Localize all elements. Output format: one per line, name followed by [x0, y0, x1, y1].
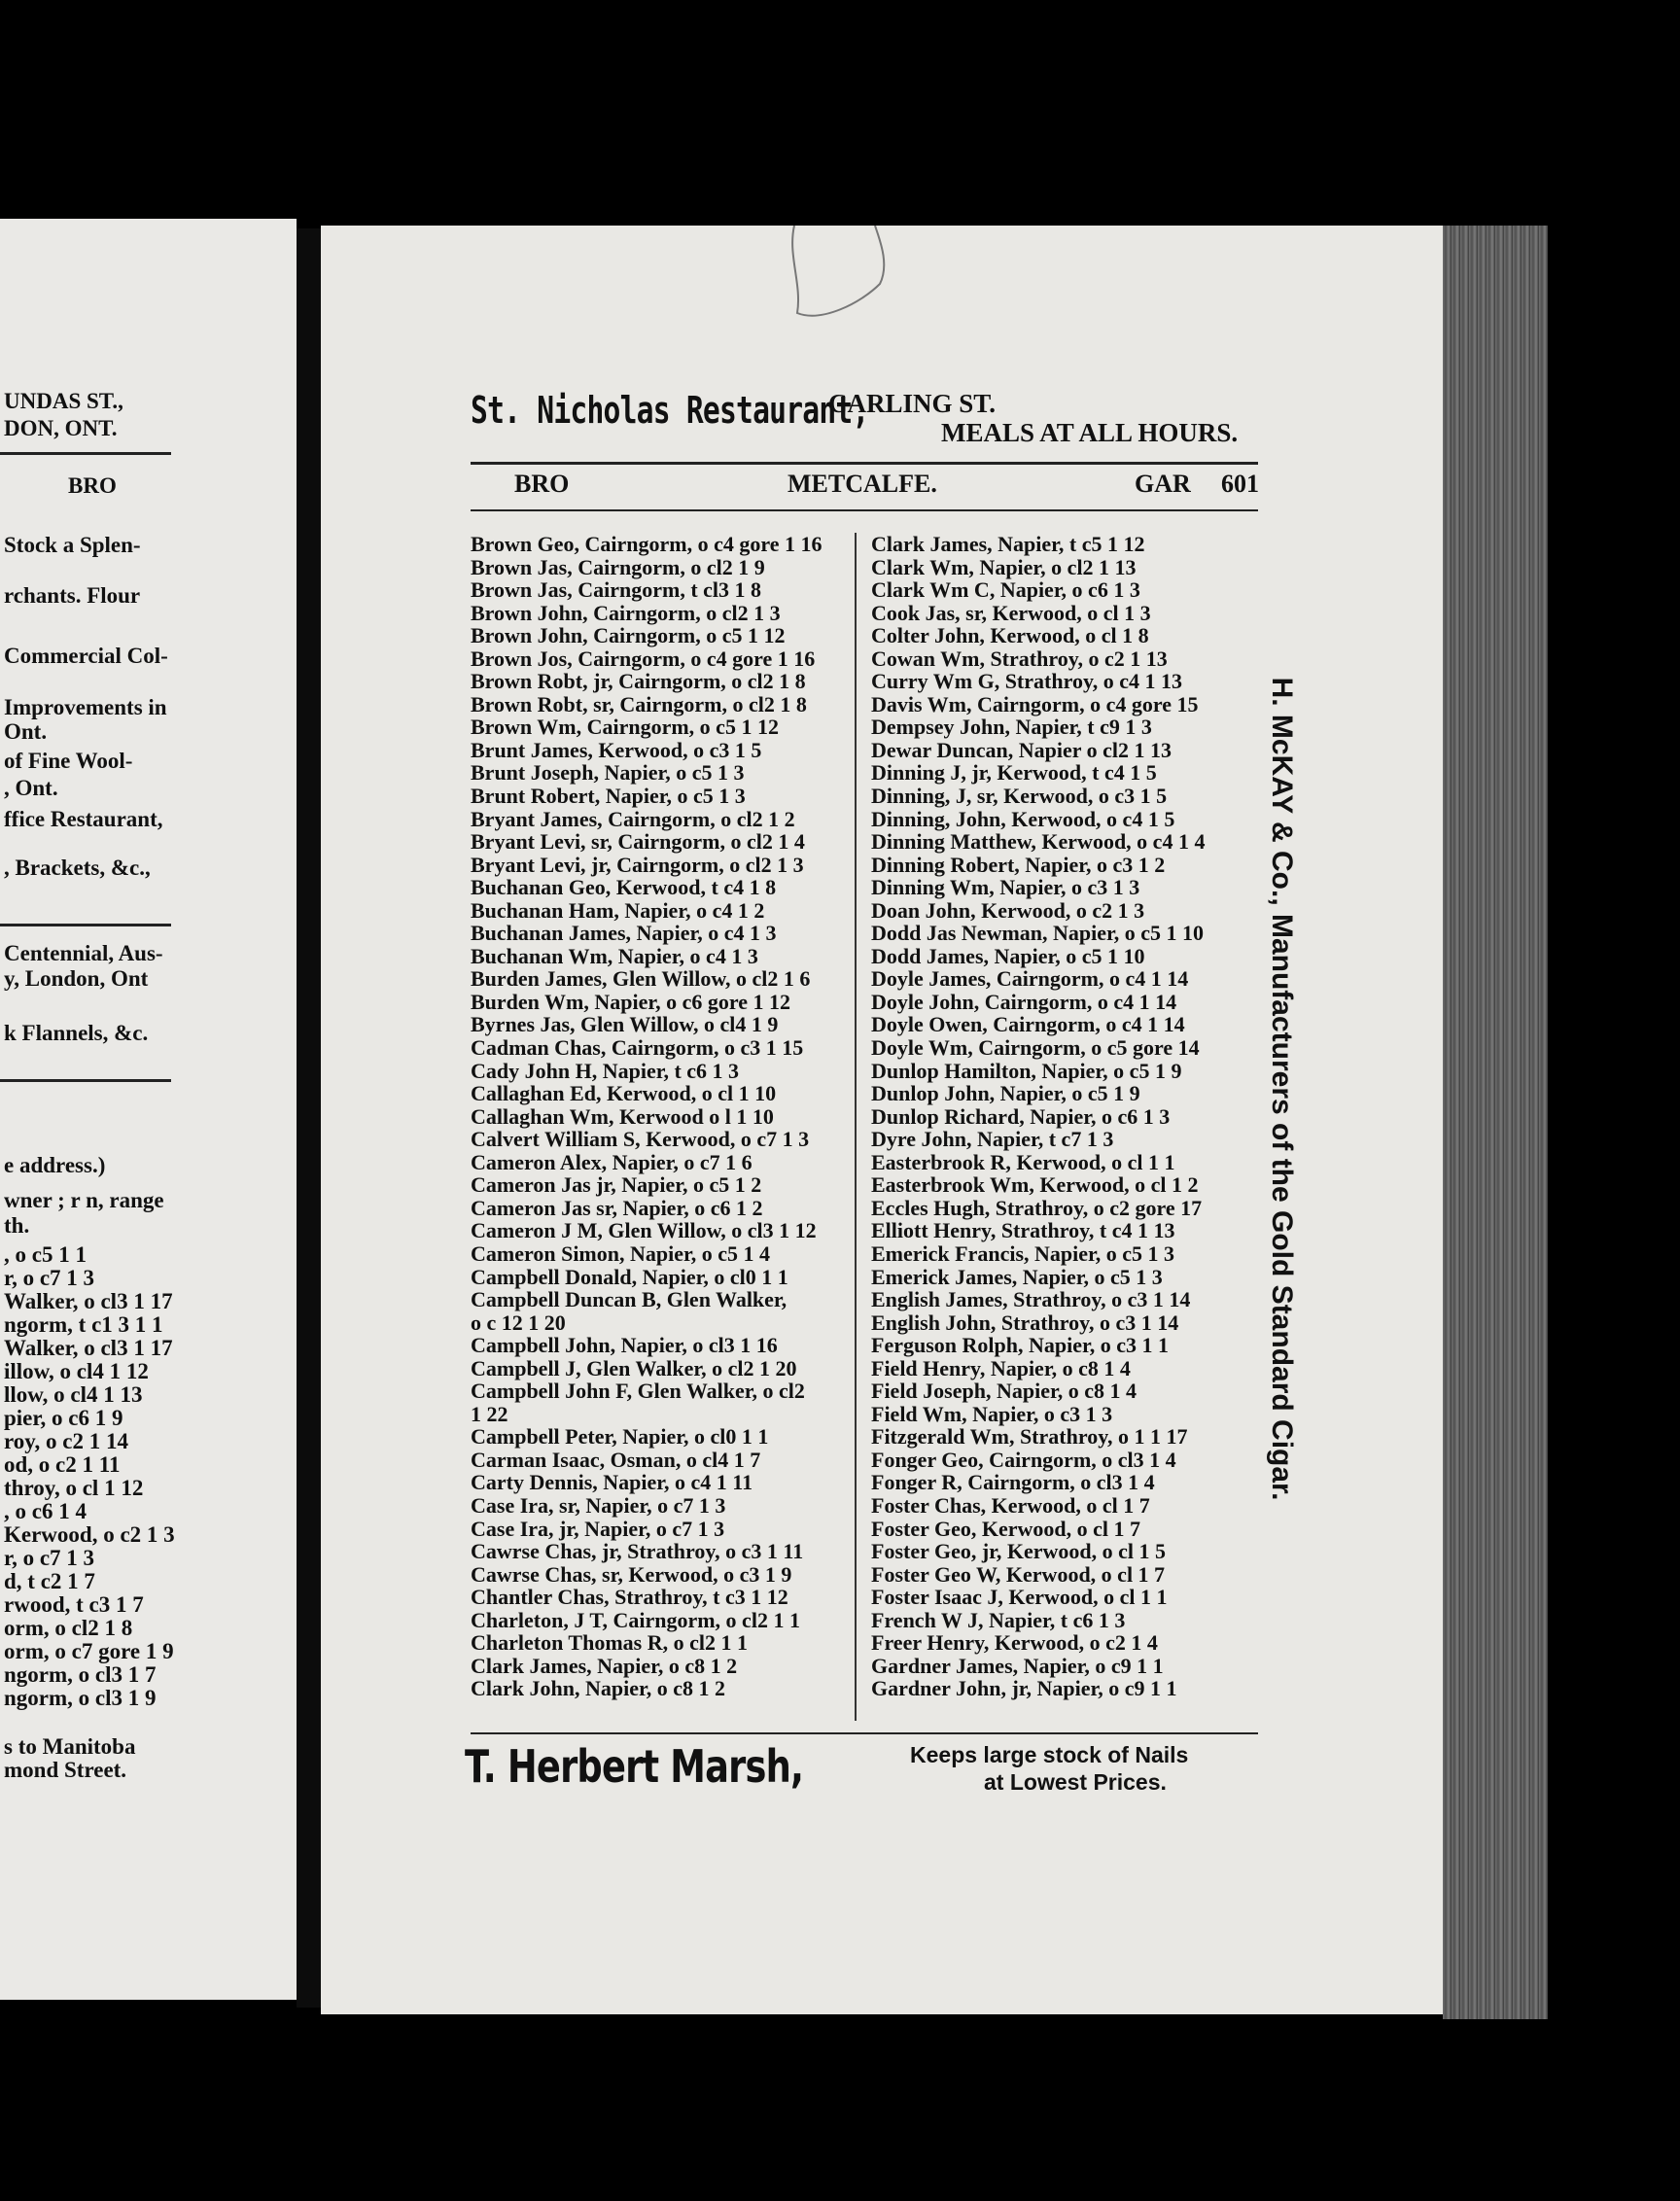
running-head: [471, 470, 1258, 501]
directory-entry: Curry Wm G, Strathroy, o c4 1 13: [871, 669, 1182, 694]
directory-entry: Dempsey John, Napier, t c9 1 3: [871, 715, 1152, 740]
directory-entry: Fonger Geo, Cairngorm, o cl3 1 4: [871, 1447, 1176, 1472]
directory-entry: Dunlop Hamilton, Napier, o c5 1 9: [871, 1058, 1182, 1083]
directory-entry: Bryant James, Cairngorm, o cl2 1 2: [471, 806, 795, 831]
facing-page-line: y, London, Ont: [4, 966, 149, 991]
facing-page-line: od, o c2 1 11: [4, 1452, 121, 1477]
directory-entry: Charleton, J T, Cairngorm, o cl2 1 1: [471, 1607, 800, 1632]
facing-page-line: s to Manitoba: [4, 1734, 136, 1759]
restaurant-name: St. Nicholas Restaurant,: [471, 389, 869, 432]
facing-page-rule: [0, 924, 171, 926]
directory-entry: Brown John, Cairngorm, o c5 1 12: [471, 623, 786, 648]
directory-entry: Foster Geo, jr, Kerwood, o cl 1 5: [871, 1539, 1167, 1564]
header-advertisement: [471, 389, 1258, 457]
directory-entry: Campbell Peter, Napier, o cl0 1 1: [471, 1424, 769, 1450]
facing-page-line: pier, o c6 1 9: [4, 1406, 123, 1430]
facing-page-line: wner ; r n, range: [4, 1188, 164, 1212]
directory-entry: Case Ira, jr, Napier, o c7 1 3: [471, 1516, 725, 1541]
directory-entry: Easterbrook R, Kerwood, o cl 1 1: [871, 1149, 1175, 1174]
facing-page-line: orm, o cl2 1 8: [4, 1616, 133, 1640]
facing-page-line: ngorm, o cl3 1 7: [4, 1662, 157, 1687]
directory-entry: Burden James, Glen Willow, o cl2 1 6: [471, 966, 811, 992]
directory-entry: Foster Geo, Kerwood, o cl 1 7: [871, 1516, 1140, 1541]
directory-entry: Brunt Joseph, Napier, o c5 1 3: [471, 760, 745, 786]
directory-entry: Elliott Henry, Strathroy, t c4 1 13: [871, 1218, 1175, 1243]
column-divider: [855, 533, 857, 1721]
directory-entry: Carman Isaac, Osman, o cl4 1 7: [471, 1447, 761, 1472]
directory-entry: Dinning J, jr, Kerwood, t c4 1 5: [871, 760, 1157, 786]
running-head-first: BRO: [514, 470, 570, 498]
directory-entry: Clark James, Napier, o c8 1 2: [471, 1653, 738, 1678]
facing-page-line: roy, o c2 1 14: [4, 1429, 128, 1453]
directory-entry: Brown Jos, Cairngorm, o c4 gore 1 16: [471, 646, 816, 671]
facing-page-line: Kerwood, o c2 1 3: [4, 1522, 175, 1547]
directory-entry: Field Wm, Napier, o c3 1 3: [871, 1401, 1113, 1426]
directory-entry: Callaghan Ed, Kerwood, o cl 1 10: [471, 1081, 777, 1106]
directory-entry: Case Ira, sr, Napier, o c7 1 3: [471, 1492, 726, 1518]
directory-entry: Cowan Wm, Strathroy, o c2 1 13: [871, 646, 1168, 671]
directory-entry: Carty Dennis, Napier, o c4 1 11: [471, 1470, 753, 1495]
header-rule: [471, 462, 1258, 465]
facing-page-fragment: [0, 219, 297, 2000]
directory-entry: Clark Wm, Napier, o cl2 1 13: [871, 554, 1137, 579]
directory-entry: 1 22: [471, 1401, 508, 1426]
directory-entry: Bryant Levi, jr, Cairngorm, o cl2 1 3: [471, 852, 804, 877]
directory-entry: Foster Isaac J, Kerwood, o cl 1 1: [871, 1585, 1168, 1610]
directory-entry: Burden Wm, Napier, o c6 gore 1 12: [471, 989, 790, 1014]
directory-entry: Dyre John, Napier, t c7 1 3: [871, 1127, 1114, 1152]
directory-entry: Dodd Jas Newman, Napier, o c5 1 10: [871, 921, 1205, 946]
page-number: 601: [1221, 470, 1259, 498]
directory-entry: Dinning, John, Kerwood, o c4 1 5: [871, 806, 1175, 831]
directory-entry: Foster Chas, Kerwood, o cl 1 7: [871, 1492, 1150, 1518]
directory-entry: English John, Strathroy, o c3 1 14: [871, 1310, 1179, 1335]
directory-entry: Field Joseph, Napier, o c8 1 4: [871, 1379, 1137, 1404]
directory-entry: Clark John, Napier, o c8 1 2: [471, 1676, 725, 1701]
directory-entry: o c 12 1 20: [471, 1310, 566, 1335]
directory-entry: Dunlop John, Napier, o c5 1 9: [871, 1081, 1140, 1106]
running-head-last: GAR: [1135, 470, 1191, 498]
facing-page-line: DON, ONT.: [4, 416, 118, 440]
footer-rule: [471, 1732, 1258, 1734]
directory-entry: Davis Wm, Cairngorm, o c4 gore 15: [871, 691, 1199, 716]
facing-page-line: r, o c7 1 3: [4, 1546, 95, 1570]
directory-entry: Fitzgerald Wm, Strathroy, o 1 1 17: [871, 1424, 1188, 1450]
facing-page-line: rchants. Flour: [4, 583, 141, 608]
directory-entry: Chantler Chas, Strathroy, t c3 1 12: [471, 1585, 788, 1610]
directory-entry: Cady John H, Napier, t c6 1 3: [471, 1058, 740, 1083]
merchant-name: T. Herbert Marsh,: [465, 1740, 804, 1793]
directory-entry: Cameron Alex, Napier, o c7 1 6: [471, 1149, 752, 1174]
directory-entry: Dunlop Richard, Napier, o c6 1 3: [871, 1103, 1171, 1129]
directory-entry: Eccles Hugh, Strathroy, o c2 gore 17: [871, 1195, 1203, 1220]
facing-page-line: k Flannels, &c.: [4, 1021, 149, 1045]
facing-page-line: e address.): [4, 1153, 106, 1177]
directory-entry: Cameron J M, Glen Willow, o cl3 1 12: [471, 1218, 817, 1243]
side-advertisement: [1264, 622, 1299, 1555]
directory-entry: Doyle James, Cairngorm, o c4 1 14: [871, 966, 1189, 992]
directory-entry: Easterbrook Wm, Kerwood, o cl 1 2: [871, 1172, 1199, 1198]
directory-entry: Foster Geo W, Kerwood, o cl 1 7: [871, 1561, 1166, 1587]
directory-entry: Doan John, Kerwood, o c2 1 3: [871, 897, 1145, 923]
facing-page-line: Ont.: [4, 719, 48, 744]
directory-entry: Cameron Jas sr, Napier, o c6 1 2: [471, 1195, 763, 1220]
directory-entry: Campbell J, Glen Walker, o cl2 1 20: [471, 1355, 797, 1380]
facing-page-line: rwood, t c3 1 7: [4, 1592, 144, 1617]
directory-entry: Charleton Thomas R, o cl2 1 1: [471, 1630, 748, 1656]
directory-entry: Gardner John, jr, Napier, o c9 1 1: [871, 1676, 1177, 1701]
facing-page-line: ngorm, o cl3 1 9: [4, 1686, 157, 1710]
merchant-tagline-1: Keeps large stock of Nails: [910, 1742, 1189, 1767]
footer-advertisement: [465, 1740, 1262, 1808]
directory-entry: Doyle Wm, Cairngorm, o c5 gore 14: [871, 1035, 1200, 1061]
facing-page-line: Commercial Col-: [4, 644, 168, 668]
facing-page-line: mond Street.: [4, 1758, 127, 1782]
directory-entry: Clark Wm C, Napier, o c6 1 3: [871, 577, 1140, 603]
directory-entry: Dodd James, Napier, o c5 1 10: [871, 943, 1145, 968]
directory-entry: Cawrse Chas, sr, Kerwood, o c3 1 9: [471, 1561, 792, 1587]
facing-page-line: r, o c7 1 3: [4, 1266, 95, 1290]
directory-entry: Cadman Chas, Cairngorm, o c3 1 15: [471, 1035, 804, 1061]
page-edges: [1443, 226, 1548, 2019]
directory-entry: Fonger R, Cairngorm, o cl3 1 4: [871, 1470, 1155, 1495]
directory-entry: Cook Jas, sr, Kerwood, o cl 1 3: [871, 600, 1151, 625]
merchant-tagline-2: at Lowest Prices.: [984, 1769, 1167, 1795]
side-advertisement-text: H. McKAY & Co., Manufacturers of the Gold Standard Cigar.: [1266, 677, 1298, 1501]
directory-entry: Brown Wm, Cairngorm, o c5 1 12: [471, 715, 779, 740]
directory-entry: Campbell Donald, Napier, o cl0 1 1: [471, 1264, 788, 1289]
directory-entry: Cameron Simon, Napier, o c5 1 4: [471, 1240, 770, 1266]
directory-column-left: [471, 533, 850, 1700]
directory-entry: Dinning Matthew, Kerwood, o c4 1 4: [871, 829, 1206, 855]
directory-entry: Brown Jas, Cairngorm, o cl2 1 9: [471, 554, 765, 579]
directory-entry: Gardner James, Napier, o c9 1 1: [871, 1653, 1164, 1678]
facing-page-line: BRO: [68, 473, 117, 498]
directory-entry: Brunt Robert, Napier, o c5 1 3: [471, 784, 746, 809]
directory-entry: Brown Jas, Cairngorm, t cl3 1 8: [471, 577, 762, 603]
facing-page-line: of Fine Wool-: [4, 749, 133, 773]
directory-entry: Emerick Francis, Napier, o c5 1 3: [871, 1240, 1175, 1266]
facing-page-line: , Ont.: [4, 776, 58, 800]
directory-entry: Bryant Levi, sr, Cairngorm, o cl2 1 4: [471, 829, 805, 855]
directory-entry: Buchanan Geo, Kerwood, t c4 1 8: [471, 875, 777, 900]
directory-entry: Doyle Owen, Cairngorm, o c4 1 14: [871, 1012, 1185, 1037]
directory-column-right: [871, 533, 1255, 1700]
directory-entry: Freer Henry, Kerwood, o c2 1 4: [871, 1630, 1158, 1656]
facing-page-line: ngorm, t c1 3 1 1: [4, 1312, 163, 1337]
directory-entry: Buchanan Ham, Napier, o c4 1 2: [471, 897, 765, 923]
directory-entry: Buchanan James, Napier, o c4 1 3: [471, 921, 777, 946]
directory-entry: Campbell John F, Glen Walker, o cl2: [471, 1379, 805, 1404]
directory-entry: Buchanan Wm, Napier, o c4 1 3: [471, 943, 758, 968]
pencil-mark: [783, 226, 909, 352]
directory-entry: Calvert William S, Kerwood, o c7 1 3: [471, 1127, 810, 1152]
directory-entry: Cawrse Chas, jr, Strathroy, o c3 1 11: [471, 1539, 804, 1564]
directory-entry: Field Henry, Napier, o c8 1 4: [871, 1355, 1131, 1380]
directory-entry: Emerick James, Napier, o c5 1 3: [871, 1264, 1163, 1289]
restaurant-tagline: MEALS AT ALL HOURS.: [941, 418, 1239, 447]
directory-entry: Dinning Robert, Napier, o c3 1 2: [871, 852, 1166, 877]
directory-entry: Brown Geo, Cairngorm, o c4 gore 1 16: [471, 532, 822, 556]
facing-page-line: , o c6 1 4: [4, 1499, 87, 1523]
directory-entry: Callaghan Wm, Kerwood o l 1 10: [471, 1103, 774, 1129]
facing-page-line: llow, o cl4 1 13: [4, 1382, 143, 1407]
directory-entry: Brown Robt, jr, Cairngorm, o cl2 1 8: [471, 669, 806, 694]
restaurant-street: CARLING ST.: [828, 389, 997, 418]
directory-entry: Brown John, Cairngorm, o cl2 1 3: [471, 600, 781, 625]
facing-page-line: Walker, o cl3 1 17: [4, 1336, 173, 1360]
directory-entry: Cameron Jas jr, Napier, o c5 1 2: [471, 1172, 762, 1198]
facing-page-line: ffice Restaurant,: [4, 807, 163, 831]
facing-page-line: Centennial, Aus-: [4, 941, 163, 965]
facing-page-rule: [0, 1079, 171, 1082]
directory-entry: English James, Strathroy, o c3 1 14: [871, 1287, 1191, 1312]
directory-entry: Dinning Wm, Napier, o c3 1 3: [871, 875, 1140, 900]
facing-page-line: throy, o cl 1 12: [4, 1476, 144, 1500]
directory-entry: Doyle John, Cairngorm, o c4 1 14: [871, 989, 1177, 1014]
directory-entry: Campbell John, Napier, o cl3 1 16: [471, 1333, 778, 1358]
facing-page-line: d, t c2 1 7: [4, 1569, 95, 1593]
directory-entry: Dinning, J, sr, Kerwood, o c3 1 5: [871, 784, 1168, 809]
facing-page-line: illow, o cl4 1 12: [4, 1359, 149, 1383]
running-head-rule: [471, 509, 1258, 511]
directory-entry: Ferguson Rolph, Napier, o c3 1 1: [871, 1333, 1169, 1358]
directory-entry: Byrnes Jas, Glen Willow, o cl4 1 9: [471, 1012, 779, 1037]
facing-page-line: Improvements in: [4, 695, 167, 719]
directory-entry: Brunt James, Kerwood, o c3 1 5: [471, 737, 762, 762]
facing-page-line: Walker, o cl3 1 17: [4, 1289, 173, 1313]
facing-page-line: , Brackets, &c.,: [4, 856, 151, 880]
facing-page-line: Stock a Splen-: [4, 533, 141, 557]
running-head-township: METCALFE.: [788, 470, 937, 498]
facing-page-line: th.: [4, 1213, 30, 1238]
facing-page-line: UNDAS ST.,: [4, 389, 123, 413]
directory-entry: Colter John, Kerwood, o cl 1 8: [871, 623, 1149, 648]
facing-page-line: , o c5 1 1: [4, 1242, 87, 1267]
facing-page-line: orm, o c7 gore 1 9: [4, 1639, 174, 1663]
directory-entry: Campbell Duncan B, Glen Walker,: [471, 1287, 788, 1312]
directory-entry: Clark James, Napier, t c5 1 12: [871, 532, 1145, 556]
facing-page-rule: [0, 452, 171, 455]
directory-entry: French W J, Napier, t c6 1 3: [871, 1607, 1126, 1632]
directory-entry: Brown Robt, sr, Cairngorm, o cl2 1 8: [471, 691, 807, 716]
directory-entry: Dewar Duncan, Napier o cl2 1 13: [871, 737, 1172, 762]
